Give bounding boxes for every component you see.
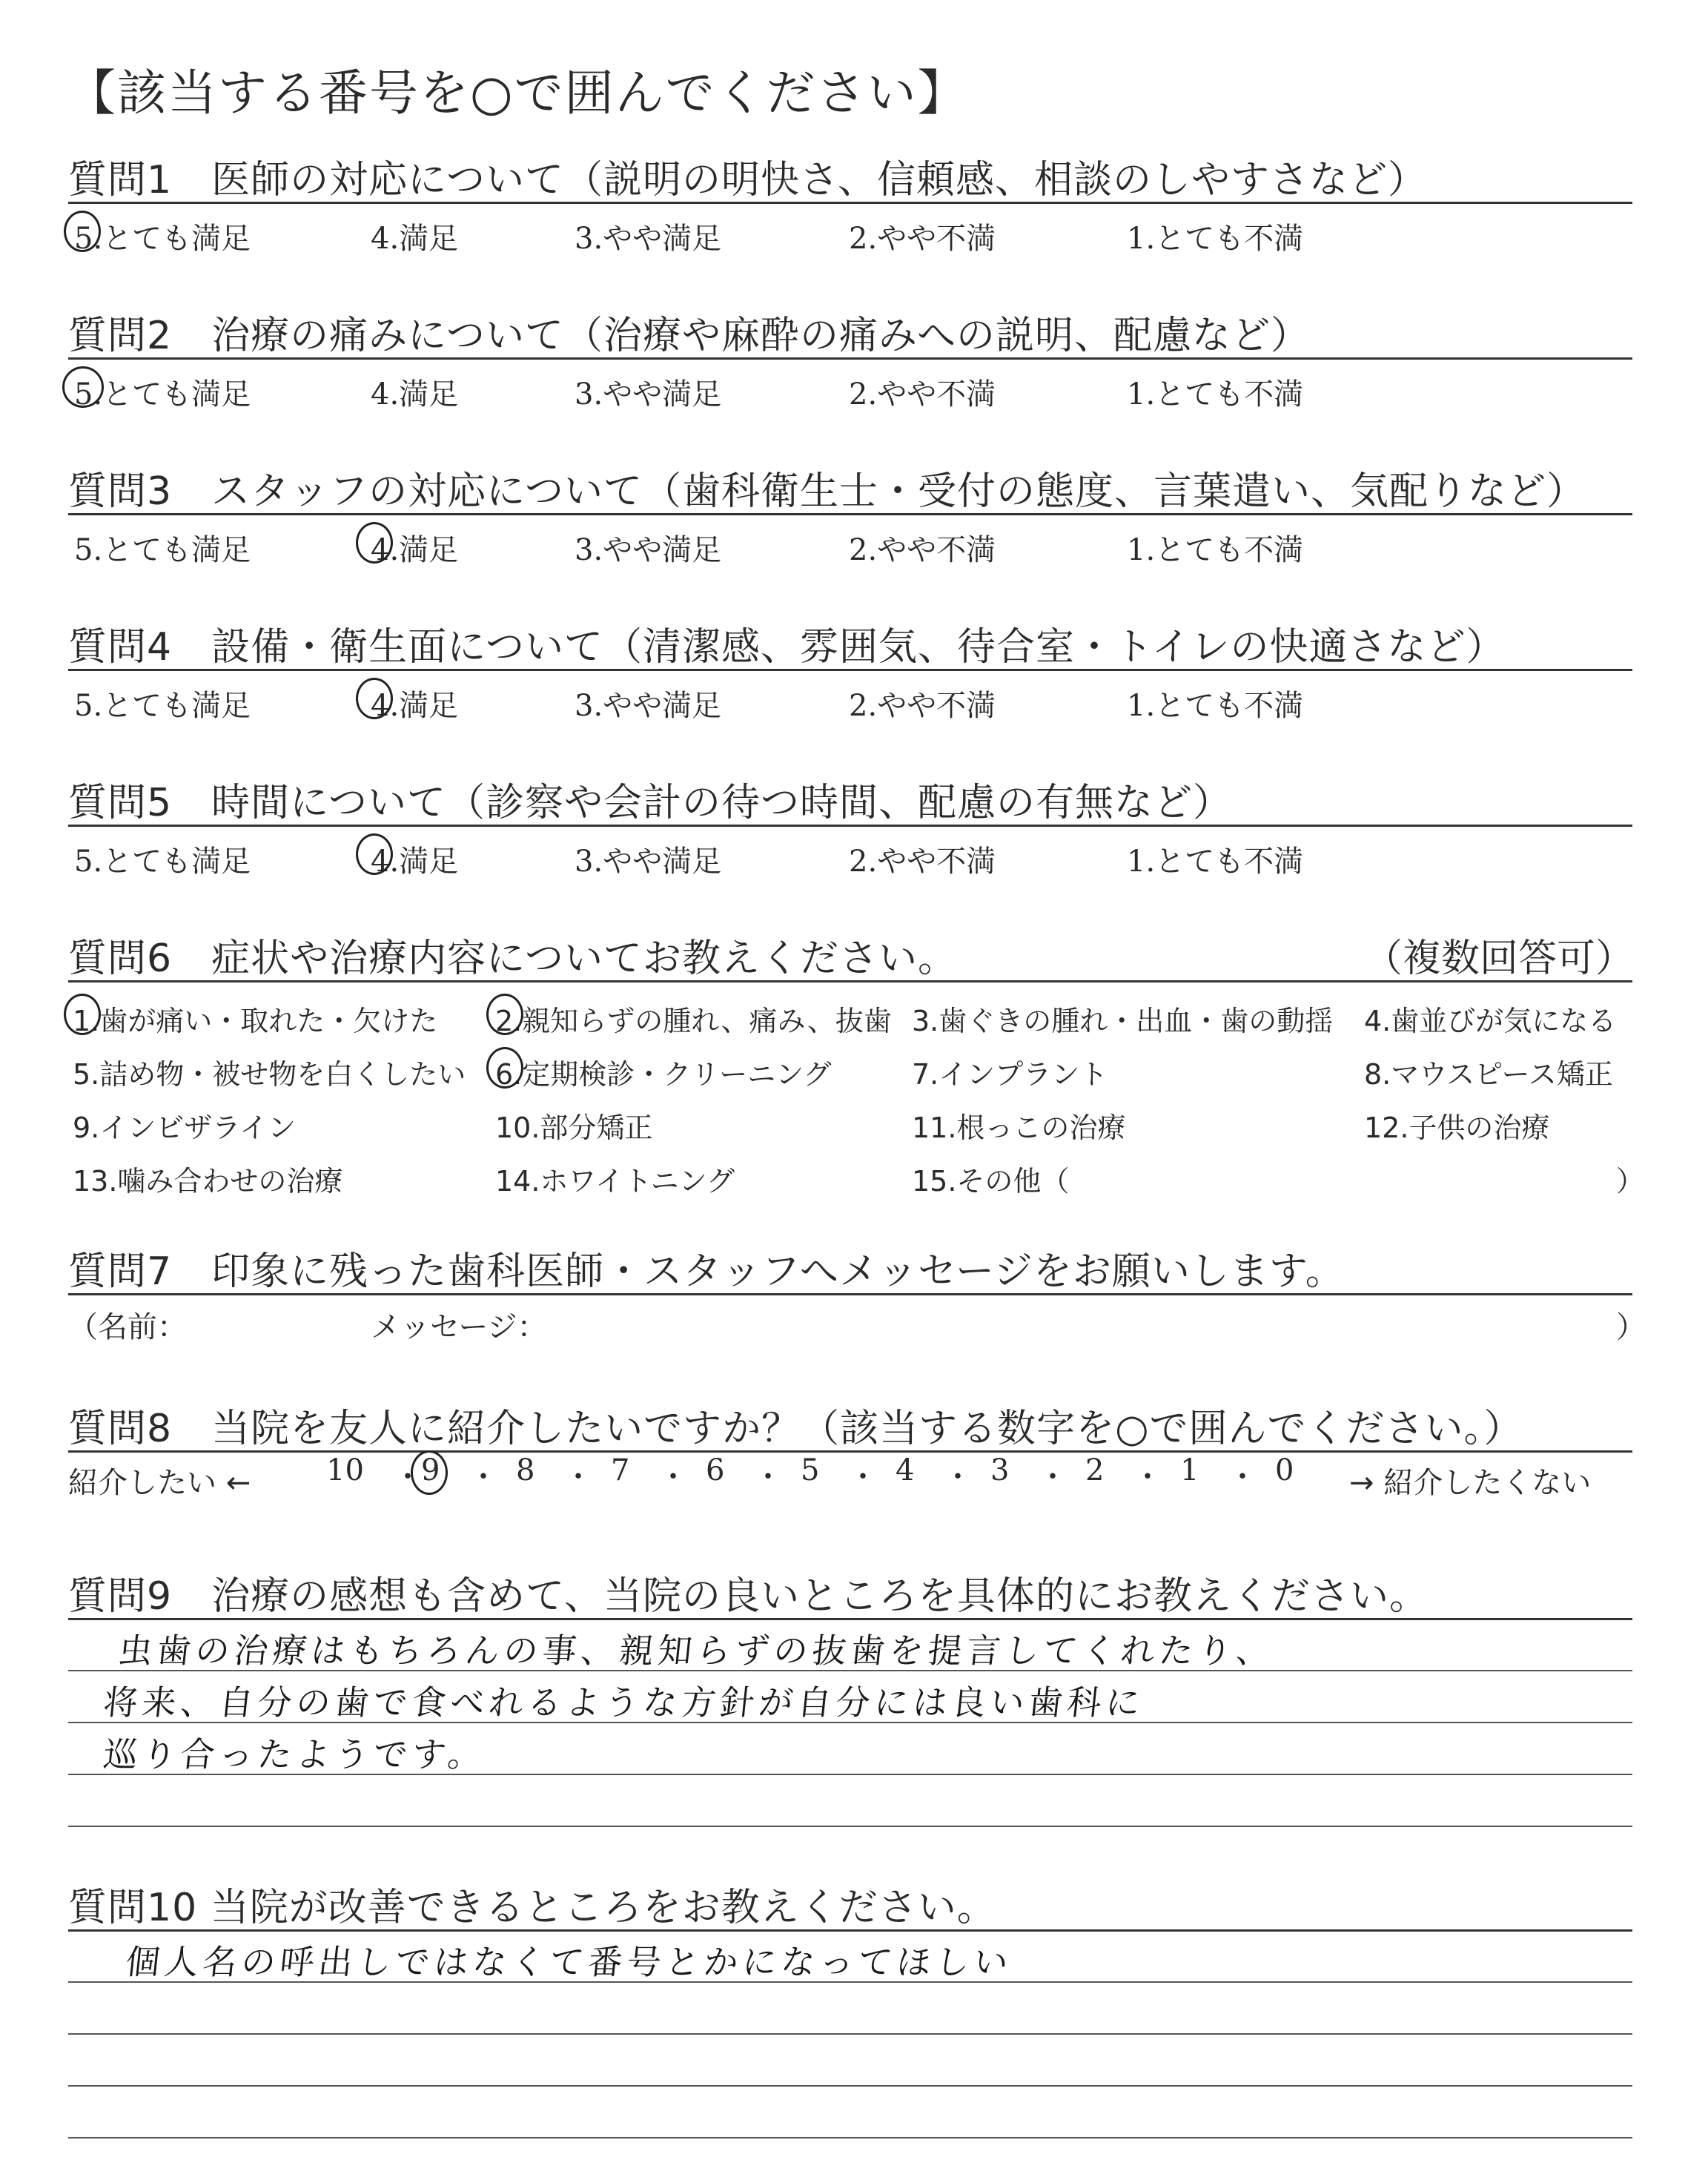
selection-circle [356,522,393,564]
option-3[interactable]: 3.やや満足 [575,377,722,412]
answer-line [68,2137,1632,2138]
selection-circle [486,1047,523,1089]
name-label: （名前： [68,1310,187,1344]
question-6-title: 質問6 症状や治療内容についてお教えください。 [68,937,958,981]
scale-number-4[interactable]: 4 [896,1453,915,1487]
scale-number-7[interactable]: 7 [611,1453,630,1487]
option-1[interactable]: 1.とても不満 [1127,222,1304,256]
scale-number-3[interactable]: 3 [990,1453,1010,1487]
scale-separator: ・ [848,1460,878,1494]
answer-line [68,2085,1632,2087]
scale-number-8[interactable]: 8 [516,1453,535,1487]
page-title: 【該当する番号を○で囲んでください】 [67,65,968,122]
option-5[interactable]: 5.とても満足 [74,377,251,412]
divider [68,1618,1632,1620]
option-5[interactable]: 5.とても満足 [74,689,251,723]
option-4[interactable]: 4.満足 [371,845,459,879]
scale-separator: ・ [943,1460,973,1494]
option-1[interactable]: 1.とても不満 [1127,845,1304,879]
selection-circle [64,994,101,1035]
option-5[interactable]: 5.とても満足 [74,845,251,879]
option-3[interactable]: 3.やや満足 [575,533,722,567]
scale-separator: ・ [393,1460,423,1494]
answer-line [68,2033,1632,2035]
option-4[interactable]: 4.満足 [371,689,459,723]
divider [68,202,1632,204]
message-close-paren: ） [1616,1310,1646,1344]
selection-circle [411,1450,448,1495]
option-2[interactable]: 2.やや不満 [849,533,996,567]
symptom-option-3[interactable]: 3.歯ぐきの腫れ・出血・歯の動揺 [912,1005,1334,1037]
symptom-option-1[interactable]: 1.歯が痛い・取れた・欠けた [73,1005,438,1037]
symptom-option-13[interactable]: 13.噛み合わせの治療 [73,1165,343,1198]
symptom-option-2[interactable]: 2.親知らずの腫れ、痛み、抜歯 [495,1005,892,1037]
scale-separator: ・ [469,1460,498,1494]
option-2[interactable]: 2.やや不満 [849,222,996,256]
option-4[interactable]: 4.満足 [371,377,459,412]
selection-circle [62,366,104,408]
divider [68,1450,1632,1453]
scale-separator: ・ [1133,1460,1162,1494]
answer-line [68,1826,1632,1827]
selection-circle [356,678,393,719]
question-9-title: 質問9 治療の感想も含めて、当院の良いところを具体的にお教えください。 [68,1574,1429,1619]
scale-separator: ・ [1038,1460,1068,1494]
message-label: メッセージ： [371,1310,547,1344]
symptom-option-11[interactable]: 11.根っこの治療 [912,1112,1126,1144]
option-1[interactable]: 1.とても不満 [1127,377,1304,412]
scale-separator: ・ [563,1460,593,1494]
selection-circle [64,211,101,252]
option-5[interactable]: 5.とても満足 [74,533,251,567]
question-1-title: 質問1 医師の対応について（説明の明快さ、信頼感、相談のしやすさなど） [68,158,1427,202]
option-1[interactable]: 1.とても不満 [1127,689,1304,723]
option-2[interactable]: 2.やや不満 [849,377,996,412]
option-4[interactable]: 4.満足 [371,222,459,256]
option-4[interactable]: 4.満足 [371,533,459,567]
handwritten-answer-line: 個人名の呼出しではなくて番号とかになってほしい [123,1942,1015,1982]
option-2[interactable]: 2.やや不満 [849,845,996,879]
scale-number-6[interactable]: 6 [706,1453,725,1487]
handwritten-answer-line: 巡り合ったようです。 [101,1734,489,1774]
divider [68,1929,1632,1932]
question-3-title: 質問3 スタッフの対応について（歯科衛生士・受付の態度、言葉遣い、気配りなど） [68,469,1586,514]
symptom-option-9[interactable]: 9.インビザライン [73,1112,297,1144]
divider [68,980,1632,982]
handwritten-answer-line: 虫歯の治療はもちろんの事、親知らずの抜歯を提言してくれたり、 [116,1631,1277,1671]
handwritten-answer-line: 将来、自分の歯で食べれるような方針が自分には良い歯科に [101,1682,1147,1723]
scale-number-0[interactable]: 0 [1275,1453,1294,1487]
divider [68,513,1632,515]
scale-number-10[interactable]: 10 [326,1453,364,1487]
symptom-option-10[interactable]: 10.部分矯正 [495,1112,653,1144]
option-3[interactable]: 3.やや満足 [575,222,722,256]
scale-separator: ・ [1228,1460,1257,1494]
question-5-title: 質問5 時間について（診察や会計の待つ時間、配慮の有無など） [68,781,1233,825]
question-7-title: 質問7 印象に残った歯科医師・スタッフへメッセージをお願いします。 [68,1249,1345,1294]
symptom-option-12[interactable]: 12.子供の治療 [1364,1112,1550,1144]
divider [68,1293,1632,1295]
scale-separator: ・ [753,1460,783,1494]
symptom-option-8[interactable]: 8.マウスピース矯正 [1364,1058,1613,1091]
option-3[interactable]: 3.やや満足 [575,689,722,723]
question-2-title: 質問2 治療の痛みについて（治療や麻酔の痛みへの説明、配慮など） [68,314,1311,358]
question-8-title: 質問8 当院を友人に紹介したいですか？（該当する数字を○で囲んでください。） [68,1407,1523,1451]
symptom-option-15[interactable]: 15.その他（ [912,1165,1070,1198]
option-2[interactable]: 2.やや不満 [849,689,996,723]
multiple-answer-note: （複数回答可） [1364,937,1635,981]
option-5[interactable]: 5.とても満足 [74,222,251,256]
option-3[interactable]: 3.やや満足 [575,845,722,879]
symptom-option-7[interactable]: 7.インプラント [912,1058,1108,1091]
scale-number-5[interactable]: 5 [801,1453,820,1487]
scale-separator: ・ [658,1460,688,1494]
question-4-title: 質問4 設備・衛生面について（清潔感、雰囲気、待合室・トイレの快適さなど） [68,625,1506,670]
scale-number-1[interactable]: 1 [1180,1453,1199,1487]
divider [68,825,1632,827]
symptom-option-4[interactable]: 4.歯並びが気になる [1364,1005,1617,1037]
selection-circle [356,833,393,875]
divider [68,357,1632,360]
divider [68,669,1632,671]
symptom-option-14[interactable]: 14.ホワイトニング [495,1165,735,1198]
scale-number-9[interactable]: 9 [421,1453,440,1487]
symptom-option-5[interactable]: 5.詰め物・被せ物を白くしたい [73,1058,466,1091]
question-10-title: 質問10 当院が改善できるところをお教えください。 [68,1886,996,1930]
scale-number-2[interactable]: 2 [1085,1453,1105,1487]
not-recommend-label: → 紹介したくない [1349,1466,1592,1500]
option-1[interactable]: 1.とても不満 [1127,533,1304,567]
recommend-label: 紹介したい ← [68,1466,251,1500]
selection-circle [486,994,523,1035]
symptom-option-6[interactable]: 6.定期検診・クリーニング [495,1058,832,1091]
other-close-paren: ） [1616,1165,1645,1198]
